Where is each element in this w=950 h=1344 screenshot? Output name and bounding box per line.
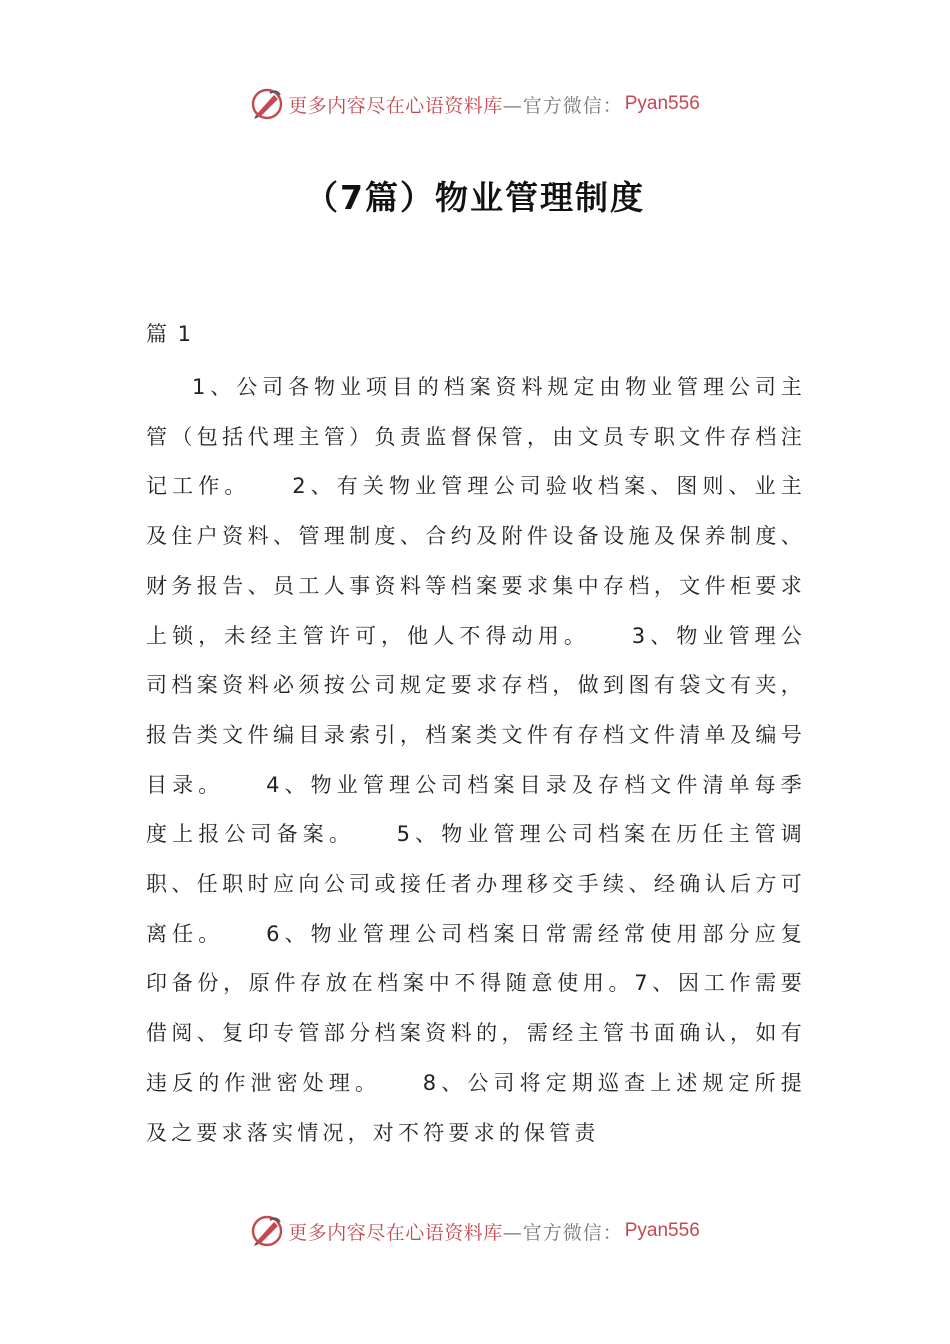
wechat-label: —官方微信： xyxy=(502,94,623,117)
pen-logo-icon xyxy=(250,87,284,121)
footer-banner xyxy=(0,1211,950,1251)
wechat-id: Pyan556 xyxy=(624,93,700,114)
section-label: 篇 1 xyxy=(146,322,194,346)
pen-logo-icon xyxy=(250,1214,284,1248)
site-text: 更多内容尽在心语资料库 xyxy=(288,94,503,117)
wechat-id: Pyan556 xyxy=(624,1220,700,1241)
header-banner xyxy=(0,84,950,124)
site-text: 更多内容尽在心语资料库 xyxy=(288,1221,503,1244)
body-paragraph: 1、公司各物业项目的档案资料规定由物业管理公司主管（包括代理主管）负责监督保管，由文员专职文件存档注记工作。 2、有关物业管理公司验收档案、图则、业主及住户资料、管理制度、合约及附件设备设施及保养制度、财务报告、员工人事资料等档案要求集中存档，文件柜要求上锁，未经主管许可，他人不得动用。 3、物业管理公司档案资料必须按公司规定要求存档，做到图有袋文有夹，报告类文件编目录索引，档案类文件有存档文件清单及编号目录。 4、物业管理公司档案目录及存档文件清单每季度上报公司备案。 5、物业管理公司档案在历任主管调职、任职时应向公司或接任者办理移交手续、经确认后方可离任。 6、物业管理公司档案日常需经常使用部分应复印备份，原件存放在档案中不得随意使用。7、因工作需要借阅、复印专管部分档案资料的，需经主管书面确认，如有违反的作泄密处理。 8、公司将定期巡查上述规定所提及之要求落实情况，对不符要求的保管责 xyxy=(146,375,806,1145)
wechat-label: —官方微信： xyxy=(502,1221,623,1244)
document-title: （7篇）物业管理制度 xyxy=(305,178,645,217)
